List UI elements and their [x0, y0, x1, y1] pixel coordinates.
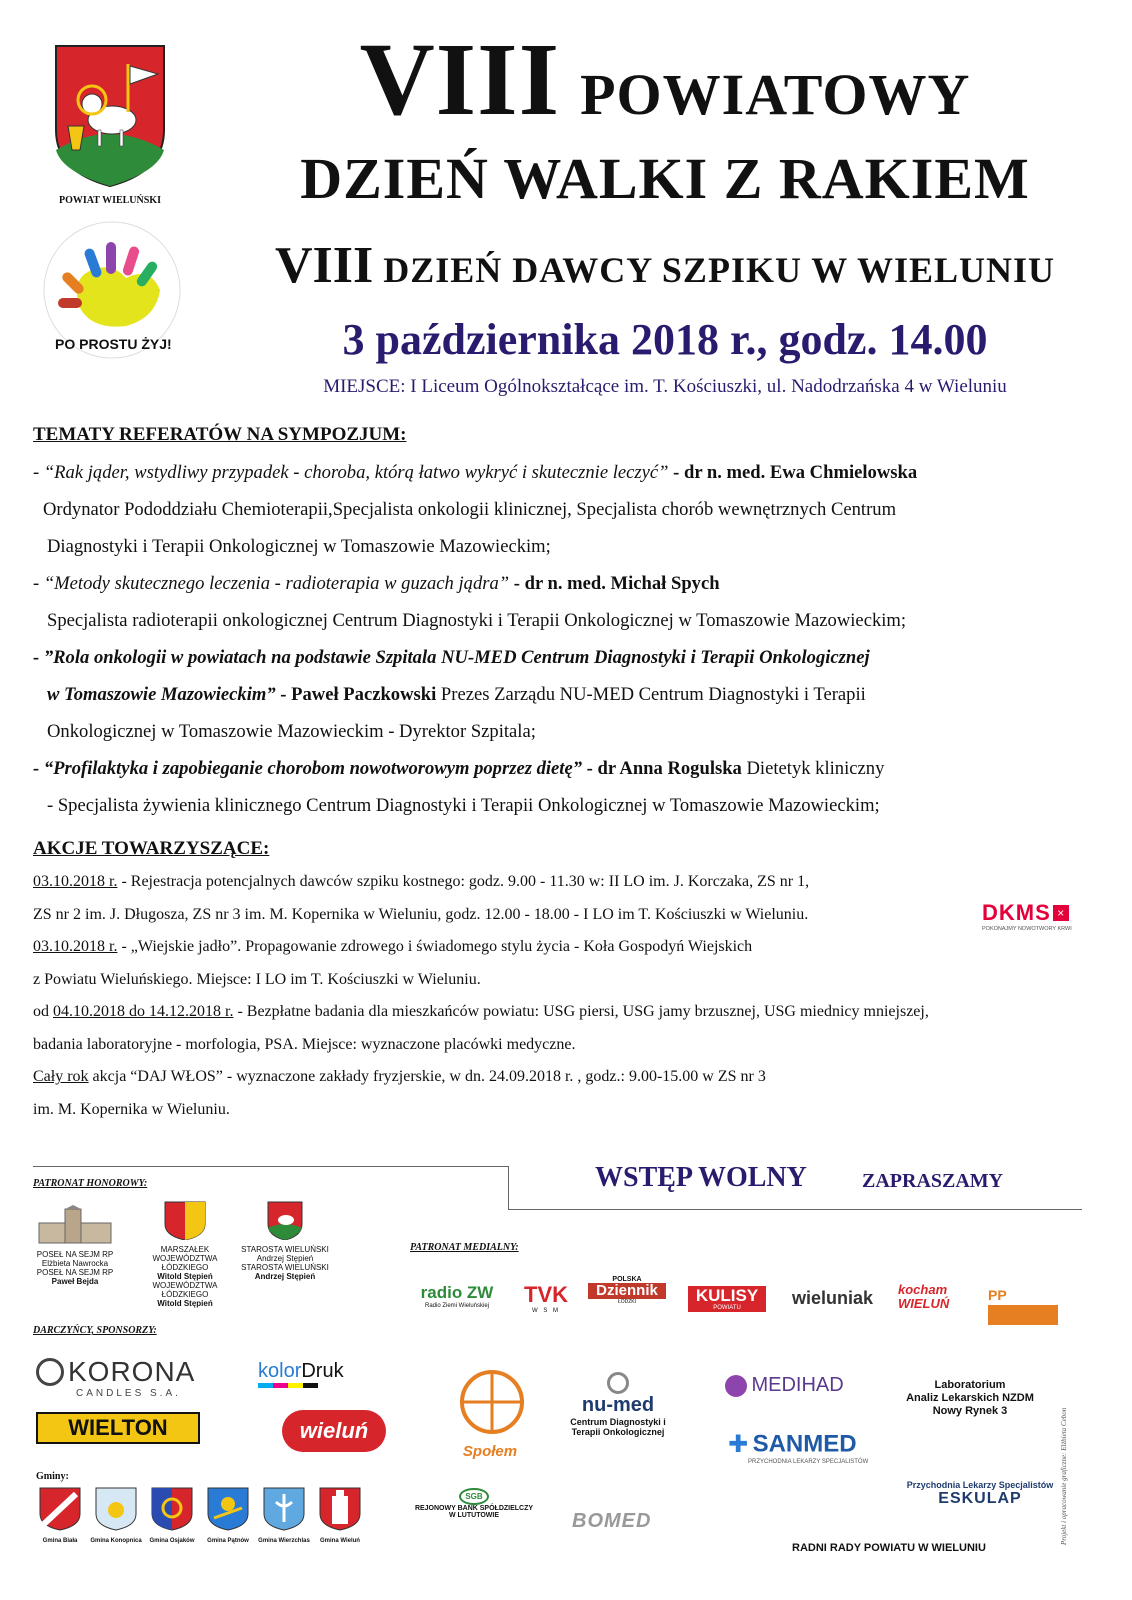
gmina-konopnica	[88, 1486, 144, 1546]
footer-divider-vertical	[508, 1166, 509, 1210]
action-4-line2: im. M. Kopernika w Wieluniu.	[33, 1100, 230, 1118]
lab-line3: Nowy Rynek 3	[932, 1405, 1008, 1417]
honor-1-line3: POSEŁ NA SEJM RP	[36, 1268, 114, 1277]
action-3	[33, 996, 1113, 1029]
honor-1-line2: Elżbieta Nawrocka	[41, 1259, 109, 1268]
county-councillors: RADNI RADY POWIATU W WIELUNIU	[792, 1542, 986, 1554]
eskulap-text: ESKULAP	[938, 1490, 1022, 1507]
gminy-row	[32, 1486, 382, 1556]
gmina-wierzchlas-label: Gmina Wierzchlas	[258, 1538, 310, 1544]
bank-line2: W LUTUTOWIE	[448, 1512, 500, 1519]
gmina-konopnica-label: Gmina Konopnica	[90, 1538, 142, 1544]
action-4-text: akcja “DAJ WŁOS” - wyznaczone zakłady fryzjerskie, w dn. 24.09.2018 r. , godz.: 9.00-15.00 w ZS nr 3	[88, 1068, 766, 1085]
eskulap-top: Przychodnia Lekarzy Specjalistów	[906, 1480, 1054, 1490]
bank-line1: REJONOWY BANK SPÓŁDZIELCZY	[414, 1505, 534, 1512]
dkms-tagline: POKONAJMY NOWOTWORY KRWI	[982, 926, 1072, 932]
dziennik-sub: ŁÓDZKI	[617, 1299, 637, 1305]
actions-list	[33, 866, 1113, 1126]
topics-list	[33, 454, 1113, 824]
dziennik-logo	[588, 1276, 666, 1305]
topic-4-line2: - Specjalista żywienia klinicznego Centrum Diagnostyki i Terapii Onkologicznej w Tomaszowie Mazowieckim;	[47, 795, 880, 816]
lab-line1: Laboratorium	[934, 1379, 1006, 1391]
honor-3-line3: STAROSTA WIELUŃSKI	[241, 1263, 329, 1272]
gmina-wielun-label: Gmina Wieluń	[320, 1538, 360, 1544]
topic-4-title: - “Profilaktyka i zapobieganie chorobom nowotworowym poprzez dietę”	[33, 758, 583, 779]
gmina-biala	[32, 1486, 88, 1546]
topic-1-title: - “Rak jąder, wstydliwy przypadek - choroba, którą łatwo wykryć i skutecznie leczyć”	[33, 462, 669, 483]
gmina-wielun	[312, 1486, 368, 1546]
association-motto: PO PROSTU ŻYJ!	[55, 336, 172, 352]
pp-text: PP	[988, 1287, 1007, 1303]
topic-4-title-line	[33, 750, 1113, 787]
numed-text: nu-med	[581, 1394, 655, 1416]
topic-3-role: Prezes Zarządu NU-MED Centrum Diagnostyki i Terapii	[436, 684, 866, 705]
medihad-text: MEDIHAD	[751, 1374, 844, 1396]
wielun-dairy-logo	[282, 1410, 386, 1452]
topic-2-title-line	[33, 565, 1113, 602]
subtitle	[225, 237, 1105, 294]
kulisy-logo	[688, 1286, 766, 1312]
subtitle-number: VIII	[274, 237, 374, 294]
gmina-biala-label: Gmina Biała	[42, 1538, 78, 1544]
sanmed-logo	[728, 1430, 878, 1465]
design-credit: Projekt i opracowanie graficzne: Elżbieta Cebon	[1060, 1407, 1068, 1545]
spolem-text: Społem	[462, 1443, 518, 1460]
honor-patronage-label: PATRONAT HONOROWY:	[33, 1178, 148, 1189]
wieluniak-logo: wieluniak	[792, 1288, 874, 1308]
gmina-wierzchlas	[256, 1486, 312, 1546]
footer-divider	[33, 1166, 508, 1167]
osjakow-crest-icon	[150, 1486, 194, 1532]
gmina-patnow-label: Gmina Pątnów	[207, 1538, 249, 1544]
numed-sub: Centrum Diagnostyki i Terapii Onkologicznej	[570, 1417, 666, 1437]
gminy-label: Gminy:	[36, 1471, 69, 1482]
county-coat-of-arms	[50, 40, 170, 190]
subtitle-text: DZIEŃ DAWCY SZPIKU W WIELUNIU	[383, 250, 1056, 290]
topic-3-line3: Onkologicznej w Tomaszowie Mazowieckim - Dyrektor Szpitala;	[47, 721, 536, 742]
medihad-logo	[725, 1374, 844, 1397]
bank-logo	[408, 1486, 540, 1519]
gmina-osjakow	[144, 1486, 200, 1546]
tvk-text: TVK	[524, 1282, 568, 1307]
action-2-date: 03.10.2018 r.	[33, 938, 118, 955]
honor-2-line5: Witold Stępień	[157, 1299, 213, 1308]
lab-line2: Analiz Lekarskich NZDM	[906, 1392, 1034, 1404]
druk-text: Druk	[301, 1360, 344, 1382]
county-label: POWIAT WIELUŃSKI	[59, 195, 161, 206]
topic-1-title-line	[33, 454, 1113, 491]
county-small-icon	[240, 1200, 330, 1240]
medihad-icon	[725, 1375, 747, 1397]
actions-heading: AKCJE TOWARZYSZĄCE:	[33, 838, 270, 859]
event-date: 3 października 2018 r., godz. 14.00	[342, 315, 988, 364]
numed-logo	[568, 1372, 668, 1437]
radio-zw-text: radio ZW	[420, 1283, 494, 1302]
topic-1-line3: Diagnostyki i Terapii Onkologicznej w Tomaszowie Mazowieckim;	[47, 536, 551, 557]
wielun-crest-icon	[318, 1486, 362, 1532]
biala-crest-icon	[38, 1486, 82, 1532]
honor-3-line4: Andrzej Stępień	[254, 1272, 316, 1281]
honor-1-line1: POSEŁ NA SEJM RP	[36, 1250, 114, 1259]
dziennik-text: Dziennik	[588, 1283, 666, 1299]
topic-1-line2: Ordynator Pododdziału Chemioterapii,Specjalista onkologii klinicznej, Specjalista chorób wewnętrznych Centrum	[43, 499, 897, 520]
action-1-date: 03.10.2018 r.	[33, 873, 118, 890]
wielun-dairy-text: wieluń	[299, 1418, 369, 1443]
korona-icon	[36, 1358, 64, 1386]
kocham-wielun-logo: kocham WIELUŃ	[898, 1282, 950, 1311]
bomed-logo: BOMED	[572, 1510, 652, 1532]
lodz-voivodeship-icon	[140, 1200, 230, 1240]
sponsors-label: DARCZYŃCY, SPONSORZY:	[33, 1325, 157, 1336]
topic-3-title-line	[33, 639, 1113, 676]
edition-number: VIII	[359, 22, 561, 137]
honor-1-line4: Paweł Bejda	[51, 1277, 99, 1286]
invitation: ZAPRASZAMY	[862, 1170, 1004, 1192]
action-4	[33, 1061, 1113, 1094]
laboratory	[890, 1379, 1050, 1418]
korona-logo	[36, 1356, 206, 1399]
action-3-text: - Bezpłatne badania dla mieszkańców powiatu: USG piersi, USG jamy brzusznej, USG miednicy mniejszej,	[233, 1003, 929, 1020]
kolor-druk-logo	[258, 1360, 368, 1388]
kulisy-text: KULISY	[695, 1286, 759, 1305]
honor-2-line3: Witold Stępień	[157, 1272, 213, 1281]
honor-patron-3	[240, 1200, 330, 1281]
action-1	[33, 866, 1113, 899]
dziennik-top: POLSKA	[612, 1276, 642, 1283]
media-patronage-label: PATRONAT MEDIALNY:	[410, 1242, 519, 1253]
wierzchlas-crest-icon	[262, 1486, 306, 1532]
action-3-line2: badania laboratoryjne - morfologia, PSA. Miejsce: wyznaczone placówki medyczne.	[33, 1035, 576, 1053]
topic-3-author: - Paweł Paczkowski	[275, 684, 437, 705]
action-1-line2: ZS nr 2 im. J. Długosza, ZS nr 3 im. M. Kopernika w Wieluniu, godz. 12.00 - 18.00 - I LO im T. Kościuszki w Wieluniu.	[33, 905, 809, 923]
action-2	[33, 931, 1113, 964]
gmina-patnow	[200, 1486, 256, 1546]
dkms-text: DKMS	[982, 900, 1051, 925]
honor-3-line1: STAROSTA WIELUŃSKI	[241, 1245, 329, 1254]
free-entry: WSTĘP WOLNY	[595, 1162, 807, 1193]
topic-4-author: - dr Anna Rogulska	[582, 758, 742, 779]
topic-2-author: - dr n. med. Michał Spych	[509, 573, 720, 594]
wielton-logo	[36, 1412, 200, 1444]
topic-3-line2	[33, 676, 1113, 713]
bank-badge: SGB	[459, 1488, 488, 1505]
cmyk-bar	[258, 1383, 318, 1388]
honor-3-line2: Andrzej Stępień	[256, 1254, 314, 1263]
topic-4-role: Dietetyk kliniczny	[741, 758, 885, 779]
honor-2-line4: WOJEWÓDZTWA ŁÓDZKIEGO	[152, 1281, 218, 1299]
event-place: MIEJSCE: I Liceum Ogólnokształcące im. T. Kościuszki, ul. Nadodrzańska 4 w Wieluniu	[323, 376, 1007, 397]
spolem-globe-icon	[440, 1368, 540, 1438]
kulisy-sub: POWIATU	[713, 1305, 741, 1311]
action-2-line2: z Powiatu Wieluńskiego. Miejsce: I LO im T. Kościuszki w Wieluniu.	[33, 970, 481, 988]
honor-patron-1	[35, 1205, 115, 1286]
tvk-sub: W S M	[532, 1308, 560, 1314]
spolem-logo	[440, 1368, 540, 1458]
wielton-text: WIELTON	[68, 1415, 168, 1440]
footer-divider-right	[508, 1209, 1082, 1210]
pp-logo	[988, 1287, 1080, 1311]
topics-heading: TEMATY REFERATÓW NA SYMPOZJUM:	[33, 424, 407, 445]
tvk-logo	[520, 1282, 572, 1314]
action-4-date: Cały rok	[33, 1068, 89, 1085]
numed-icon	[607, 1372, 629, 1394]
topic-2-title: - “Metody skutecznego leczenia - radioterapia w guzach jądra”	[33, 573, 510, 594]
action-3-date: 04.10.2018 do 14.12.2018 r.	[53, 1003, 234, 1020]
sanmed-text: SANMED	[752, 1430, 857, 1458]
konopnica-crest-icon	[94, 1486, 138, 1532]
topic-1-author: - dr n. med. Ewa Chmielowska	[668, 462, 918, 483]
kolor-text: kolor	[258, 1360, 302, 1382]
gmina-osjakow-label: Gmina Osjaków	[149, 1538, 195, 1544]
action-3-prefix: od	[33, 1003, 53, 1020]
dkms-logo	[982, 900, 1092, 932]
sanmed-sub: PRZYCHODNIA LEKARZY SPECJALISTÓW	[748, 1459, 869, 1465]
eskulap-logo	[905, 1480, 1055, 1508]
main-title-line1	[225, 22, 1105, 137]
church-icon	[35, 1205, 115, 1245]
sanmed-cross-icon: ✚	[728, 1431, 749, 1458]
radio-zw-sub: Radio Ziemi Wieluńskiej	[424, 1303, 490, 1309]
honor-2-line1: MARSZAŁEK	[160, 1245, 210, 1254]
honor-2-line2: WOJEWÓDZTWA ŁÓDZKIEGO	[152, 1254, 218, 1272]
topic-2-line2: Specjalista radioterapii onkologicznej Centrum Diagnostyki i Terapii Onkologicznej w Tomaszowie Mazowieckim;	[47, 610, 907, 631]
radio-zw-logo	[407, 1283, 507, 1309]
main-title-line2: DZIEŃ WALKI Z RAKIEM	[300, 146, 1030, 211]
pp-map-icon	[988, 1305, 1058, 1325]
topic-3-title: - ”Rola onkologii w powiatach na podstawie Szpitala NU-MED Centrum Diagnostyki i Terapii Onkologicznej	[33, 647, 870, 668]
patnow-crest-icon	[206, 1486, 250, 1532]
action-1-text: - Rejestracja potencjalnych dawców szpiku kostnego: godz. 9.00 - 11.30 w: II LO im. J. Korczaka, ZS nr 1,	[117, 873, 810, 890]
topic-3-title2: w Tomaszowie Mazowieckim”	[47, 684, 276, 705]
action-2-text: - „Wiejskie jadło”. Propagowanie zdrowego i świadomego stylu życia - Koła Gospodyń Wiejskich	[117, 938, 753, 955]
dkms-x-icon: ×	[1053, 905, 1069, 921]
korona-text: KORONA	[68, 1356, 196, 1387]
title-word: POWIATOWY	[580, 62, 971, 127]
korona-sub: CANDLES S.A.	[76, 1388, 181, 1399]
honor-patron-2	[140, 1200, 230, 1308]
